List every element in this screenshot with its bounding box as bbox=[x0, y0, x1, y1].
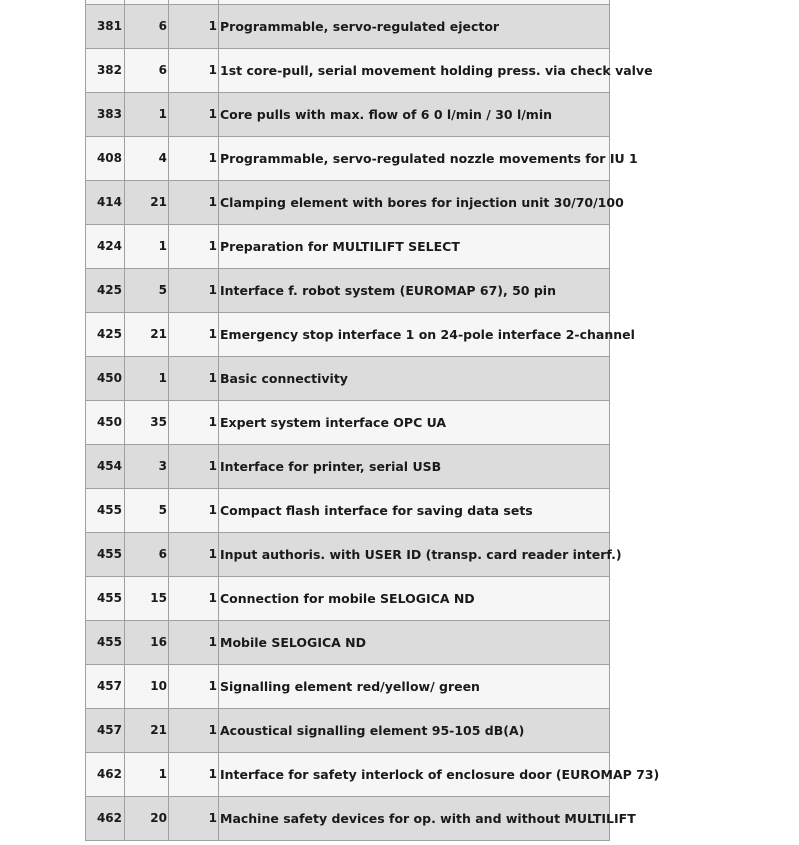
position-number-cell: 1 bbox=[125, 225, 169, 269]
description-cell: Clamping element with bores for injection unit 30/70/100 bbox=[219, 181, 610, 225]
table-row bbox=[86, 533, 610, 577]
group-number-cell: 462 bbox=[86, 753, 125, 797]
position-number-cell: 4 bbox=[125, 137, 169, 181]
description-cell: Signalling element red/yellow/ green bbox=[219, 665, 610, 709]
table-row bbox=[86, 709, 610, 753]
table-row bbox=[86, 49, 610, 93]
quantity-cell: 1 bbox=[169, 401, 219, 445]
position-number-cell: 3 bbox=[125, 445, 169, 489]
group-number-cell: 450 bbox=[86, 401, 125, 445]
position-number-cell: 1 bbox=[125, 93, 169, 137]
quantity-cell: 1 bbox=[169, 181, 219, 225]
description-cell: Machine safety devices for op. with and without MULTILIFT bbox=[219, 797, 610, 841]
quantity-cell: 1 bbox=[169, 93, 219, 137]
quantity-cell: 1 bbox=[169, 797, 219, 841]
position-number-cell: 5 bbox=[125, 489, 169, 533]
quantity-cell: 1 bbox=[169, 621, 219, 665]
group-number-cell: 381 bbox=[86, 5, 125, 49]
position-number-cell: 20 bbox=[125, 797, 169, 841]
position-number-cell: 6 bbox=[125, 5, 169, 49]
position-number-cell: 21 bbox=[125, 181, 169, 225]
table-row bbox=[86, 137, 610, 181]
group-number-cell: 424 bbox=[86, 225, 125, 269]
group-number-cell: 455 bbox=[86, 489, 125, 533]
description-cell: Interface f. robot system (EUROMAP 67), 50 pin bbox=[219, 269, 610, 313]
description-cell: Basic connectivity bbox=[219, 357, 610, 401]
position-number-cell: 35 bbox=[125, 401, 169, 445]
group-number-cell: 382 bbox=[86, 49, 125, 93]
group-number-cell: 457 bbox=[86, 709, 125, 753]
group-number-cell: 425 bbox=[86, 313, 125, 357]
quantity-cell: 1 bbox=[169, 357, 219, 401]
table-row bbox=[86, 269, 610, 313]
quantity-cell: 1 bbox=[169, 577, 219, 621]
description-cell: Interface for printer, serial USB bbox=[219, 445, 610, 489]
table-row bbox=[86, 93, 610, 137]
description-cell: Input authoris. with USER ID (transp. card reader interf.) bbox=[219, 533, 610, 577]
table-row bbox=[86, 445, 610, 489]
quantity-cell: 1 bbox=[169, 533, 219, 577]
quantity-cell: 1 bbox=[169, 665, 219, 709]
description-cell: Core pulls with max. flow of 6 0 l/min / 30 l/min bbox=[219, 93, 610, 137]
description-cell: Connection for mobile SELOGICA ND bbox=[219, 577, 610, 621]
position-number-cell: 21 bbox=[125, 313, 169, 357]
table-row bbox=[86, 401, 610, 445]
description-cell: Mobile SELOGICA ND bbox=[219, 621, 610, 665]
quantity-cell: 1 bbox=[169, 709, 219, 753]
quantity-cell: 1 bbox=[169, 225, 219, 269]
options-table bbox=[85, 0, 660, 841]
quantity-cell: 1 bbox=[169, 49, 219, 93]
quantity-cell: 1 bbox=[169, 137, 219, 181]
description-cell: Programmable, servo-regulated ejector bbox=[219, 5, 610, 49]
position-number-cell: 6 bbox=[125, 533, 169, 577]
table-row bbox=[86, 753, 610, 797]
description-cell: Expert system interface OPC UA bbox=[219, 401, 610, 445]
position-number-cell: 6 bbox=[125, 49, 169, 93]
description-cell: Acoustical signalling element 95-105 dB(A) bbox=[219, 709, 610, 753]
table-row bbox=[86, 181, 610, 225]
group-number-cell: 454 bbox=[86, 445, 125, 489]
group-number-cell: 462 bbox=[86, 797, 125, 841]
description-cell: Compact flash interface for saving data sets bbox=[219, 489, 610, 533]
group-number-cell: 450 bbox=[86, 357, 125, 401]
position-number-cell: 1 bbox=[125, 357, 169, 401]
description-cell: 1st core-pull, serial movement holding press. via check valve bbox=[219, 49, 610, 93]
quantity-cell: 1 bbox=[169, 489, 219, 533]
quantity-cell: 1 bbox=[169, 753, 219, 797]
position-number-cell: 5 bbox=[125, 269, 169, 313]
table-row bbox=[86, 797, 610, 841]
position-number-cell: 10 bbox=[125, 665, 169, 709]
table-row bbox=[86, 489, 610, 533]
table-row bbox=[86, 621, 610, 665]
description-cell: Interface for safety interlock of enclosure door (EUROMAP 73) bbox=[219, 753, 610, 797]
group-number-cell: 455 bbox=[86, 577, 125, 621]
quantity-cell: 1 bbox=[169, 269, 219, 313]
description-cell: Preparation for MULTILIFT SELECT bbox=[219, 225, 610, 269]
position-number-cell: 15 bbox=[125, 577, 169, 621]
table-row bbox=[86, 577, 610, 621]
group-number-cell: 457 bbox=[86, 665, 125, 709]
group-number-cell: 455 bbox=[86, 621, 125, 665]
group-number-cell: 383 bbox=[86, 93, 125, 137]
group-number-cell: 414 bbox=[86, 181, 125, 225]
table-row bbox=[86, 313, 610, 357]
table-row bbox=[86, 5, 610, 49]
options-table-wrapper bbox=[85, 0, 660, 841]
group-number-cell: 408 bbox=[86, 137, 125, 181]
group-number-cell: 455 bbox=[86, 533, 125, 577]
quantity-cell: 1 bbox=[169, 445, 219, 489]
position-number-cell: 1 bbox=[125, 753, 169, 797]
description-cell: Programmable, servo-regulated nozzle movements for IU 1 bbox=[219, 137, 610, 181]
table-row bbox=[86, 357, 610, 401]
description-cell: Emergency stop interface 1 on 24-pole interface 2-channel bbox=[219, 313, 610, 357]
position-number-cell: 21 bbox=[125, 709, 169, 753]
quantity-cell: 1 bbox=[169, 5, 219, 49]
table-row bbox=[86, 665, 610, 709]
group-number-cell: 425 bbox=[86, 269, 125, 313]
quantity-cell: 1 bbox=[169, 313, 219, 357]
position-number-cell: 16 bbox=[125, 621, 169, 665]
options-table-body bbox=[86, 0, 660, 841]
table-row bbox=[86, 225, 610, 269]
